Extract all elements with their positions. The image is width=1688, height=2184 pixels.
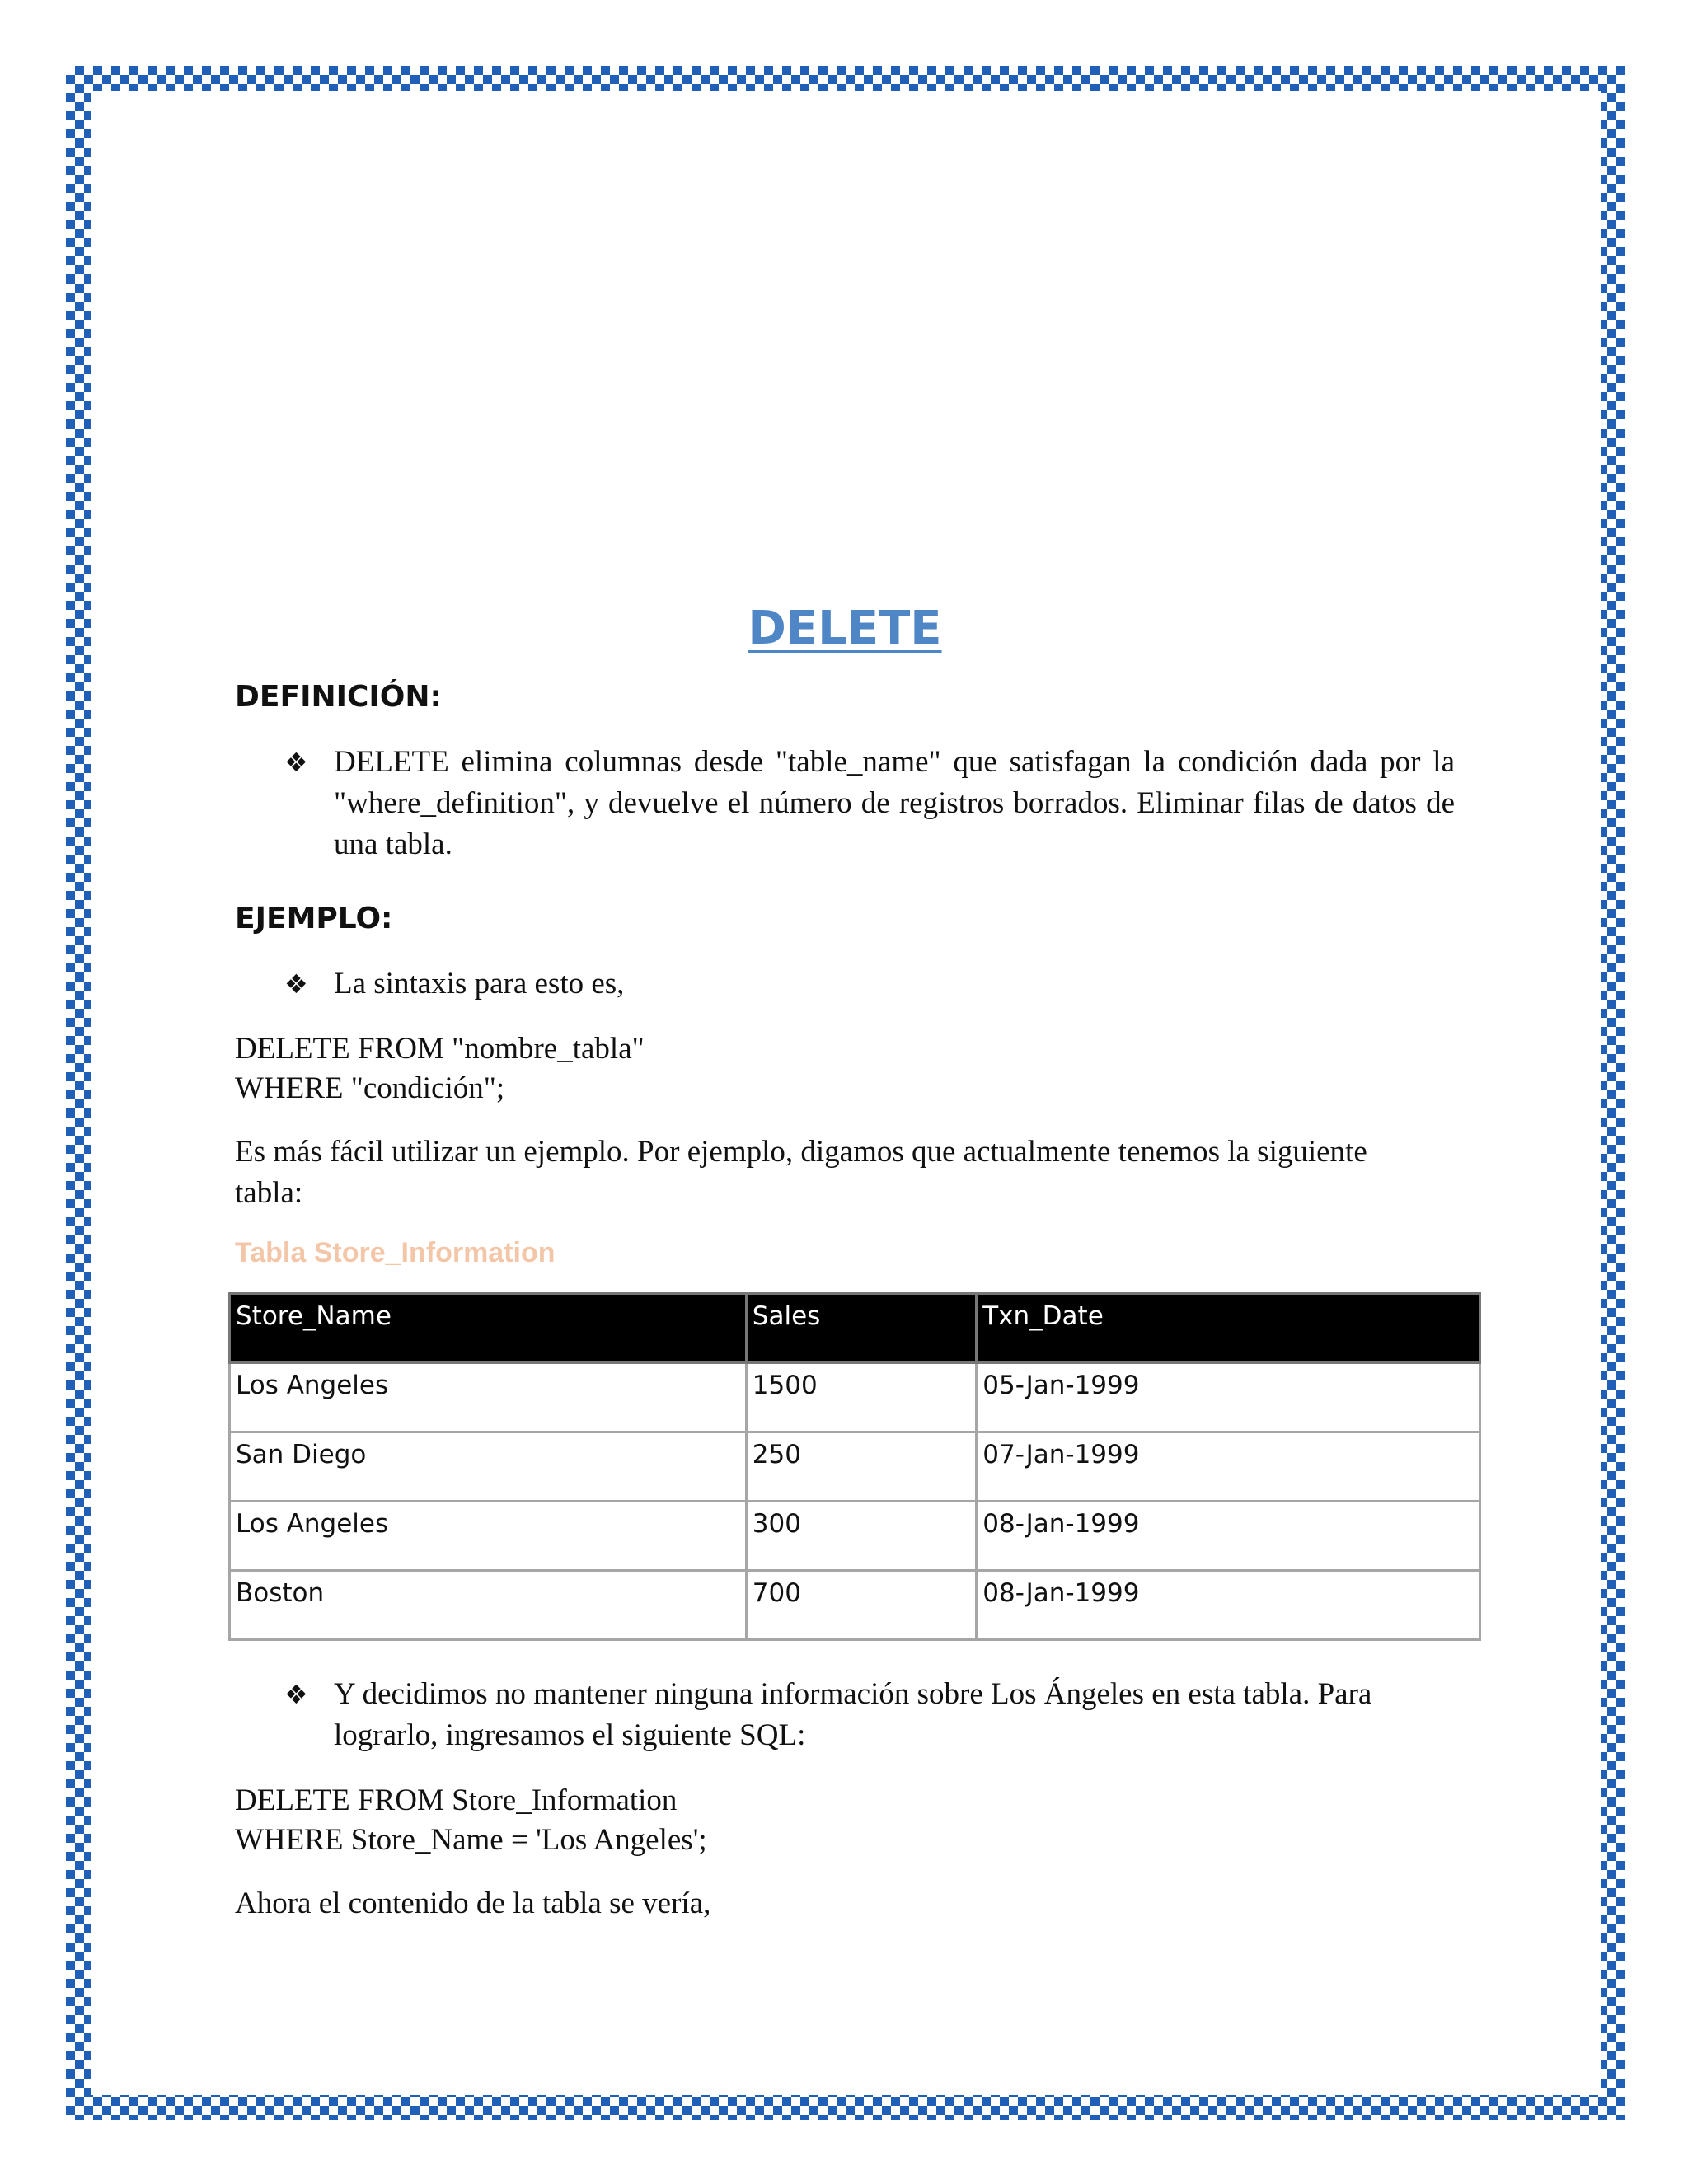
sql-line-1: DELETE FROM Store_Information bbox=[235, 1783, 678, 1817]
table-cell: Los Angeles bbox=[230, 1502, 747, 1571]
page-title: DELETE bbox=[748, 602, 942, 655]
syntax-bullet bbox=[235, 963, 1455, 1005]
table-header-cell: Sales bbox=[746, 1294, 976, 1363]
sql-line-2: WHERE Store_Name = 'Los Angeles'; bbox=[235, 1823, 707, 1857]
syntax-line-2: WHERE "condición"; bbox=[235, 1071, 505, 1105]
store-information-table bbox=[228, 1292, 1481, 1641]
table-row bbox=[230, 1571, 1480, 1640]
table-header-row bbox=[230, 1294, 1480, 1363]
example-heading: EJEMPLO: bbox=[235, 902, 393, 935]
table-row bbox=[230, 1363, 1480, 1432]
table-cell: 08-Jan-1999 bbox=[977, 1502, 1480, 1571]
table-cell: 05-Jan-1999 bbox=[977, 1363, 1480, 1432]
decision-text: Y decidimos no mantener ninguna información sobre Los Ángeles en esta tabla. Para lograrlo, ingresamos el siguiente SQL: bbox=[334, 1677, 1372, 1752]
table-header-cell: Txn_Date bbox=[977, 1294, 1480, 1363]
sql-code bbox=[235, 1781, 1488, 1860]
definition-bullet bbox=[235, 742, 1455, 865]
table-cell: Boston bbox=[230, 1571, 747, 1640]
closing-paragraph: Ahora el contenido de la tabla se vería, bbox=[235, 1886, 711, 1920]
table-cell: 08-Jan-1999 bbox=[977, 1571, 1480, 1640]
table-cell: 300 bbox=[746, 1502, 976, 1571]
table-cell: 07-Jan-1999 bbox=[977, 1432, 1480, 1502]
example-paragraph: Es más fácil utilizar un ejemplo. Por ejemplo, digamos que actualmente tenemos la siguiente tabla: bbox=[235, 1135, 1367, 1210]
table-cell: 1500 bbox=[746, 1363, 976, 1432]
definition-text: DELETE elimina columnas desde "table_name" que satisfagan la condición dada por la "where_definition", y devuelve el número de registros borrados. Eliminar filas de datos de una tabla. bbox=[334, 745, 1455, 861]
table-row bbox=[230, 1432, 1480, 1502]
diamond-bullet-icon: ❖ bbox=[284, 1679, 308, 1710]
decision-bullet bbox=[235, 1674, 1455, 1756]
table-cell: San Diego bbox=[230, 1432, 747, 1502]
document-content bbox=[235, 602, 1488, 1947]
table-cell: 250 bbox=[746, 1432, 976, 1502]
table-cell: 700 bbox=[746, 1571, 976, 1640]
table-row bbox=[230, 1502, 1480, 1571]
syntax-code bbox=[235, 1029, 1488, 1108]
syntax-intro-text: La sintaxis para esto es, bbox=[334, 967, 625, 1001]
syntax-line-1: DELETE FROM "nombre_tabla" bbox=[235, 1032, 645, 1066]
table-header-cell: Store_Name bbox=[230, 1294, 747, 1363]
diamond-bullet-icon: ❖ bbox=[284, 968, 308, 1000]
definition-heading: DEFINICIÓN: bbox=[235, 680, 442, 714]
table-cell: Los Angeles bbox=[230, 1363, 747, 1432]
table-caption: Tabla Store_Information bbox=[235, 1237, 556, 1268]
diamond-bullet-icon: ❖ bbox=[284, 747, 308, 778]
